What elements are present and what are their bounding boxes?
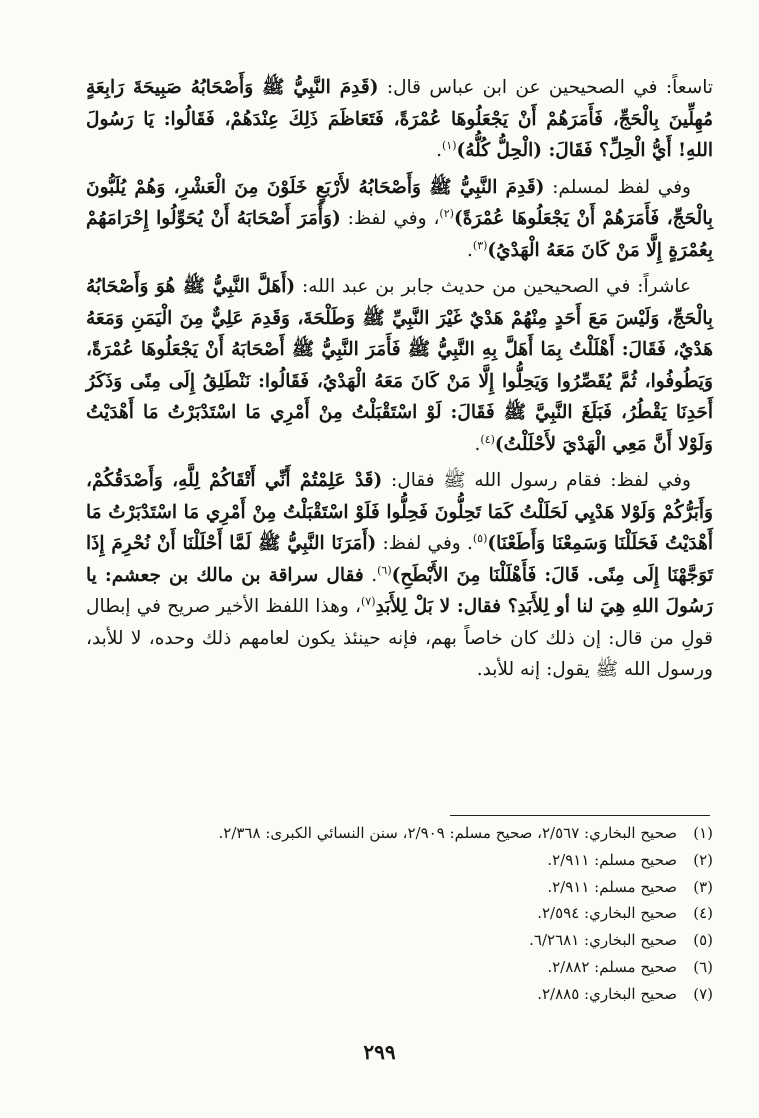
page-number: ٢٩٩ [363, 1040, 396, 1064]
footnote-item [86, 981, 713, 1008]
footnote-number: (٢) [693, 850, 713, 869]
footnote-text: صحيح مسلم: ٢/٨٨٢. [547, 957, 677, 976]
footnote-number: (٤) [693, 904, 713, 923]
footnote-item [86, 874, 713, 901]
footnote-text: صحيح البخاري: ٢/٥٦٧، صحيح مسلم: ٢/٩٠٩، سنن النسائي الكبرى: ٢/٣٦٨. [218, 824, 677, 842]
narration-text: . [436, 140, 442, 161]
footnote-text: صحيح البخاري: ٢/٥٩٤. [537, 904, 677, 923]
footnote-ref: (٦) [377, 563, 392, 577]
hadith-quote: (قَدِمَ النَّبِيُّ ﷺ وَأَصْحَابُهُ لأَرْبَعٍ خَلَوْنَ مِنَ الْعَشْرِ، وَهُمْ يُلَبُّونَ بِالْحَجِّ، فَأَمَرَهُمْ أَنْ يَجْعَلُوهَا عُمْرَةً) [86, 176, 713, 229]
footnote-item [86, 820, 713, 847]
footnote-ref: (٧) [360, 594, 376, 608]
footnote-number: (١) [693, 824, 713, 842]
footnote-ref: (٣) [472, 238, 488, 252]
narration-text: وفي لفظ لمسلم: [544, 176, 691, 198]
footnote-number: (٣) [693, 877, 713, 896]
footnote-text: صحيح البخاري: ٦/٢٦٨١. [529, 931, 677, 950]
hadith-quote: (أَمَرَنَا النَّبِيُّ ﷺ لَمَّا أَحْلَلْنَا أَنْ نُحْرِمَ إِذَا تَوَجَّهْنَا إِلَى مِنًى. قَالَ: فَأَهْلَلْنَا مِنَ الأَبْطَحِ) [86, 533, 713, 586]
paragraph-p1 [86, 72, 713, 167]
hadith-quote: (قَدْ عَلِمْتُمْ أَنِّي أَتْقَاكُمْ لِلَّهِ، وَأَصْدَقُكُمْ، وَأَبَرُّكُمْ وَلَوْلا هَدْيِي لَحَلَلْتُ كَمَا تَحِلُّونَ فَحِلُّوا فَلَوْ اسْتَقْبَلْتُ مِنْ أَمْرِي مَا اسْتَدْبَرْتُ مَا أَهْدَيْتُ فَحَلَلْنَا وَسَمِعْنَا وَأَطَعْنَا) [86, 470, 713, 554]
footnote-ref: (٢) [439, 206, 454, 220]
footnote-ref: (١) [441, 138, 457, 152]
hadith-quote: (قَدِمَ النَّبِيُّ ﷺ وَأَصْحَابُهُ صَبِيحَةَ رَابِعَةٍ مُهِلِّينَ بِالْحَجِّ، فَأَمَرَهُمْ أَنْ يَجْعَلُوهَا عُمْرَةً، فَتَعَاظَمَ ذَلِكَ عِنْدَهُمْ، فَقَالُوا: يَا رَسُولَ اللهِ! أَيُّ الْحِلِّ؟ فَقَالَ: (الْحِلُّ كُلُّهُ) [86, 77, 713, 161]
paragraph-p4 [86, 465, 713, 686]
footnote-number: (٦) [693, 957, 713, 976]
footnote-text: صحيح مسلم: ٢/٩١١. [547, 877, 677, 896]
narration-text: . [474, 433, 481, 455]
narration-text: وفي لفظ: فقام رسول الله ﷺ فقال: [382, 470, 691, 491]
footnote-number: (٥) [693, 931, 713, 950]
footnote-ref: (٥) [472, 531, 488, 545]
hadith-quote: (وَأَمَرَ أَصْحَابَهُ أَنْ يُحَوِّلُوا إِحْرَامَهُمْ بِعُمْرَةٍ إِلَّا مَنْ كَانَ مَعَهُ الْهَدْيُ) [86, 208, 713, 261]
footnotes-list [86, 820, 713, 1008]
footnote-item [86, 954, 713, 981]
narration-text: ، وهذا اللفظ الأخير صريح في إبطال قولِ من قال: إن ذلك كان خاصاً بهم، فإنه حينئذ يكون لعامهم ذلك وحده، لا للأبد، ورسول الله ﷺ يقول: إنه للأبد. [86, 596, 713, 680]
footnote-item [86, 847, 713, 874]
narration-text: . [363, 564, 378, 586]
footnote-text: صحيح البخاري: ٢/٨٨٥. [537, 984, 677, 1003]
main-text [86, 72, 713, 691]
paragraph-p3 [86, 271, 713, 460]
hadith-quote: فقال سراقة بن مالك بن جعشم: يا رَسُولَ اللهِ هِيَ لنا أو لِلأَبَدِ؟ فقال: لا بَلْ لِلأَبَدِ [86, 564, 713, 617]
narration-text: تاسعاً: في الصحيحين عن ابن عباس قال: [378, 77, 713, 98]
narration-text: ، وفي لفظ: [340, 208, 440, 229]
narration-text: . وفي لفظ: [376, 533, 473, 554]
footnote-item [86, 900, 713, 927]
paragraph-p2 [86, 172, 713, 267]
footnote-text: صحيح مسلم: ٢/٩١١. [547, 850, 677, 869]
hadith-quote: (أَهَلَّ النَّبِيُّ ﷺ هُوَ وَأَصْحَابُهُ بِالْحَجِّ، وَلَيْسَ مَعَ أَحَدٍ مِنْهُمْ هَدْيٌ غَيْرَ النَّبِيِّ ﷺ وَطَلْحَةَ، وَقَدِمَ عَلِيٌّ مِنَ الْيَمَنِ وَمَعَهُ هَدْيٌ، فَقَالَ: أَهْلَلْتُ بِمَا أَهَلَّ بِهِ النَّبِيُّ ﷺ فَأَمَرَ النَّبِيُّ ﷺ أَصْحَابَهُ أَنْ يَجْعَلُوهَا عُمْرَةً، وَيَطُوفُوا، ثُمَّ يُقَصِّرُوا وَيَحِلُّوا إِلَّا مَنْ كَانَ مَعَهُ الْهَدْيُ، فَقَالُوا: نَنْطَلِقُ إِلَى مِنًى وَذَكَرُ أَحَدِنَا يَقْطُرُ، فَبَلَغَ النَّبِيَّ ﷺ فَقَالَ: لَوْ اسْتَقْبَلْتُ مِنْ أَمْرِي مَا اسْتَدْبَرْتُ مَا أَهْدَيْتُ وَلَوْلا أَنَّ مَعِي الْهَدْيَ لأَحْلَلْتُ) [86, 276, 713, 455]
footnote-separator [450, 815, 710, 816]
narration-text: عاشراً: في الصحيحين من حديث جابر بن عبد الله: [295, 276, 692, 297]
narration-text: . [467, 239, 473, 261]
footnote-number: (٧) [693, 984, 713, 1003]
footnote-ref: (٤) [480, 432, 495, 446]
footnote-item [86, 927, 713, 954]
